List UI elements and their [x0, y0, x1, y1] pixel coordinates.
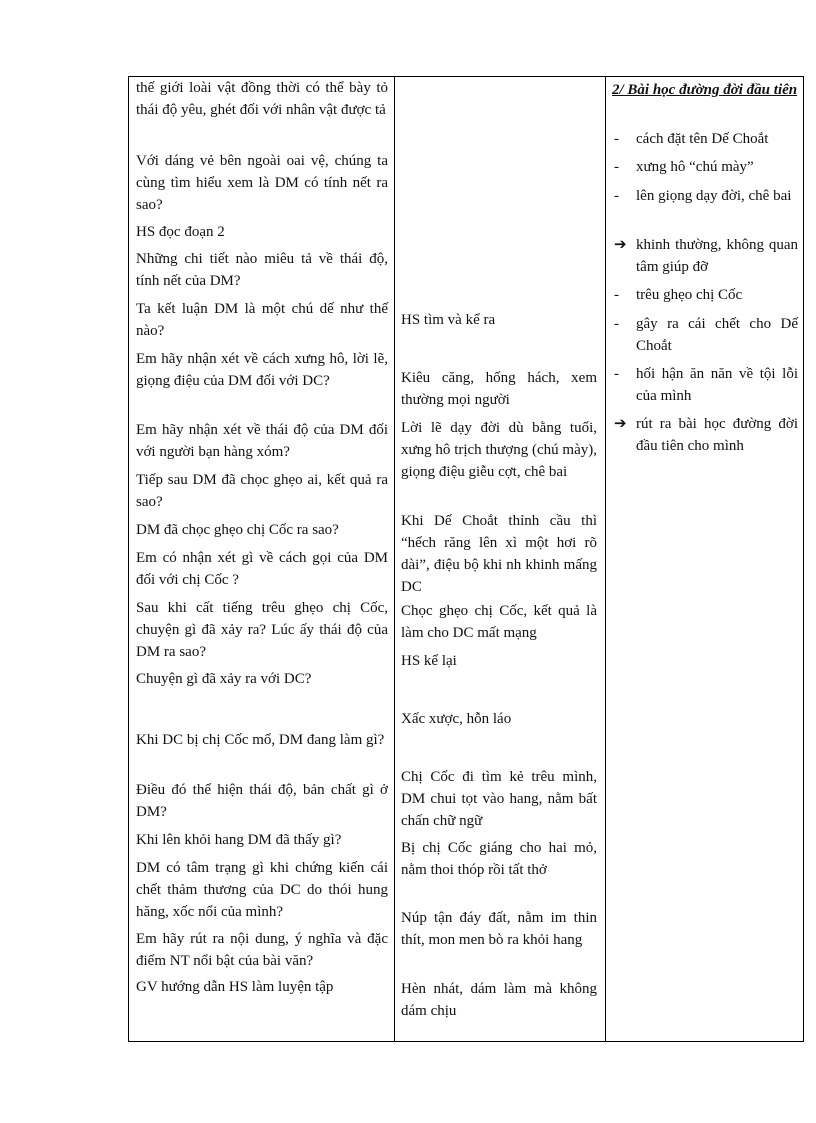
arrow-icon: - — [614, 188, 619, 204]
paragraph: Chuyện gì đã xảy ra với DC? — [136, 671, 312, 687]
list-item — [612, 413, 798, 457]
section-title-text: 2/ Bài học đường đời đầu tiên — [612, 82, 798, 98]
list-item — [612, 363, 798, 407]
arrow-icon: ➔ — [614, 416, 627, 432]
paragraph: Điều đó thể hiện thái độ, bản chất gì ở DM? — [136, 782, 388, 820]
paragraph: Với dáng vẻ bên ngoài oai vệ, chúng ta cùng tìm hiểu xem là DM có tính nết ra sao? — [136, 153, 388, 213]
paragraph: Bị chị Cốc giáng cho hai mỏ, nằm thoi thóp rồi tất thở — [401, 840, 597, 878]
list-item — [612, 185, 798, 207]
paragraph: Sau khi cất tiếng trêu ghẹo chị Cốc, chuyện gì đã xảy ra? Lúc ấy thái độ của DM ra sao? — [136, 600, 388, 660]
paragraph: Em hãy nhận xét về cách xưng hô, lời lẽ, giọng điệu của DM đối với DC? — [136, 351, 388, 389]
paragraph: DM đã chọc ghẹo chị Cốc ra sao? — [136, 522, 339, 538]
paragraph: thế giới loài vật đồng thời có thể bày tỏ thái độ yêu, ghét đối với nhân vật được tả — [136, 80, 388, 118]
paragraph: GV hướng dẫn HS làm luyện tập — [136, 979, 334, 995]
list-item — [612, 128, 798, 150]
list-item — [612, 313, 798, 357]
bullet-marker: - — [614, 366, 619, 382]
list-item-text: rút ra bài học đường đời đầu tiên cho mình — [636, 416, 798, 454]
paragraph: HS đọc đoạn 2 — [136, 224, 225, 240]
paragraph: Lời lẽ dạy đời dù bằng tuổi, xưng hô trịch thượng (chú mày), giọng điệu giễu cợt, chê bai — [401, 420, 597, 480]
column-divider — [394, 77, 395, 1041]
paragraph: Khi Dế Choắt thỉnh cầu thì “hếch răng lên xì một hơi rõ dài”, điệu bộ khi nh khinh mấng DC — [401, 513, 597, 595]
paragraph: HS tìm và kể ra — [401, 312, 496, 328]
list-item — [612, 156, 798, 178]
paragraph: Em hãy rút ra nội dung, ý nghĩa và đặc điểm NT nổi bật của bài văn? — [136, 931, 388, 969]
paragraph: Em có nhận xét gì về cách gọi của DM đối với chị Cốc ? — [136, 550, 388, 588]
bullet-marker: - — [614, 131, 619, 147]
list-item-text: cách đặt tên Dế Choắt — [636, 131, 769, 147]
paragraph: Chị Cốc đi tìm kẻ trêu mình, DM chui tọt vào hang, nằm bất chấn chữ ngữ — [401, 769, 597, 829]
paragraph: Xấc xược, hỗn láo — [401, 711, 512, 727]
bullet-marker: - — [614, 287, 619, 303]
list-item-text: lên giọng dạy đời, chê bai — [636, 188, 792, 204]
paragraph: Em hãy nhận xét về thái độ của DM đối với người bạn hàng xóm? — [136, 422, 388, 460]
paragraph: Kiêu căng, hống hách, xem thường mọi người — [401, 370, 597, 408]
paragraph: Khi DC bị chị Cốc mổ, DM đang làm gì? — [136, 732, 385, 748]
paragraph: Ta kết luận DM là một chú dế như thế nào? — [136, 301, 388, 339]
lesson-table — [128, 76, 804, 1042]
list-item — [612, 234, 798, 278]
list-item-text: hối hận ăn năn về tội lỗi của mình — [636, 366, 798, 404]
paragraph: Những chi tiết nào miêu tả về thái độ, tính nết của DM? — [136, 251, 388, 289]
paragraph: Chọc ghẹo chị Cốc, kết quả là làm cho DC mất mạng — [401, 603, 597, 641]
paragraph: Núp tận đáy đất, nằm im thin thít, mon men bò ra khỏi hang — [401, 910, 597, 948]
paragraph: Hèn nhát, dám làm mà không dám chịu — [401, 981, 597, 1019]
paragraph: HS kể lại — [401, 653, 457, 669]
paragraph: Tiếp sau DM đã chọc ghẹo ai, kết quả ra sao? — [136, 472, 388, 510]
column-divider — [605, 77, 606, 1041]
bullet-marker: - — [614, 316, 619, 332]
paragraph: DM có tâm trạng gì khi chứng kiến cái chết thảm thương của DC do thói hung hăng, xốc nổi của mình? — [136, 860, 388, 920]
section-title — [612, 79, 798, 101]
list-item-text: khinh thường, không quan tâm giúp đỡ — [636, 237, 798, 275]
paragraph: Khi lên khỏi hang DM đã thấy gì? — [136, 832, 342, 848]
list-item-text: xưng hô “chú mày” — [636, 159, 754, 175]
list-item — [612, 284, 798, 306]
list-item-text: trêu ghẹo chị Cốc — [636, 287, 743, 303]
bullet-marker: - — [614, 159, 619, 175]
list-item-text: gây ra cái chết cho Dế Choắt — [636, 316, 798, 354]
arrow-icon: ➔ — [614, 237, 627, 253]
